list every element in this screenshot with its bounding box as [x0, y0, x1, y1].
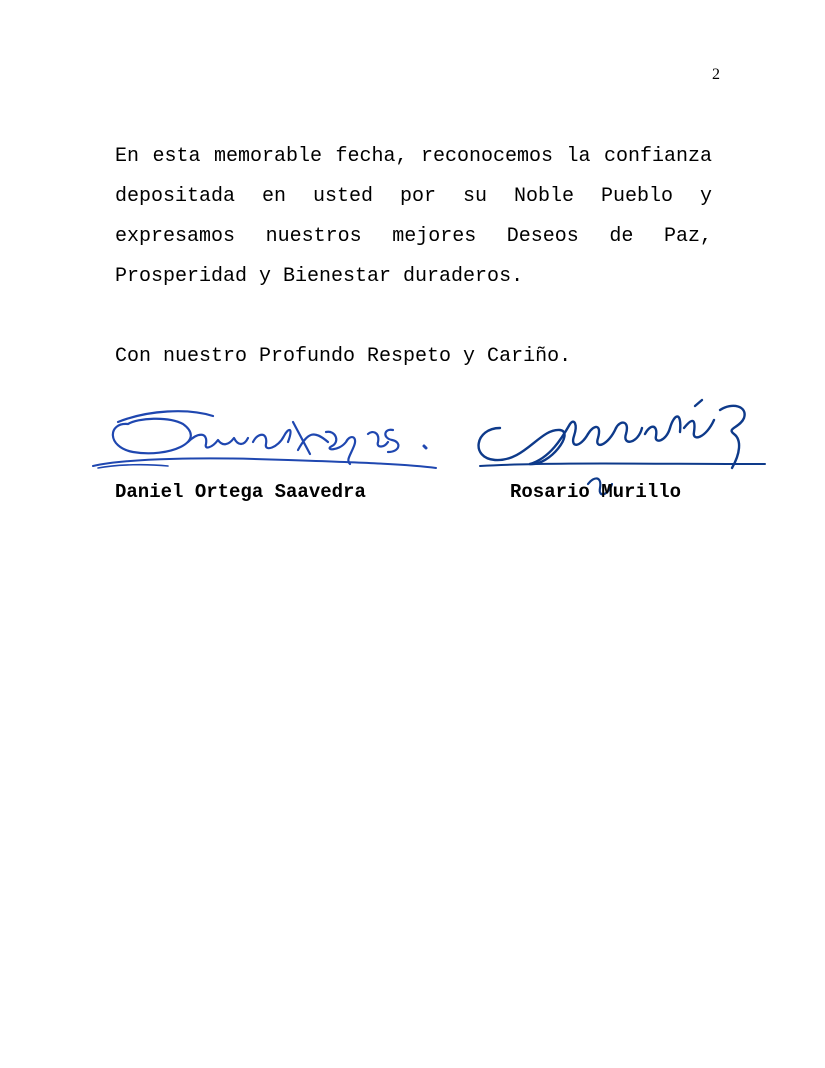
signatory-name: Rosario Murillo — [510, 481, 682, 503]
signature-daniel-ortega — [88, 402, 440, 480]
letter-closing: Con nuestro Profundo Respeto y Cariño. — [115, 345, 572, 368]
letter-paragraph: En esta memorable fecha, reconocemos la confianza depositada en usted por su Noble Pueblo y expresamos nuestros mejores Deseos de Paz, Prosperidad y Bienestar duraderos. — [115, 145, 712, 288]
signatory-name: Daniel Ortega Saavedra — [115, 481, 366, 503]
page-number: 2 — [712, 66, 720, 83]
